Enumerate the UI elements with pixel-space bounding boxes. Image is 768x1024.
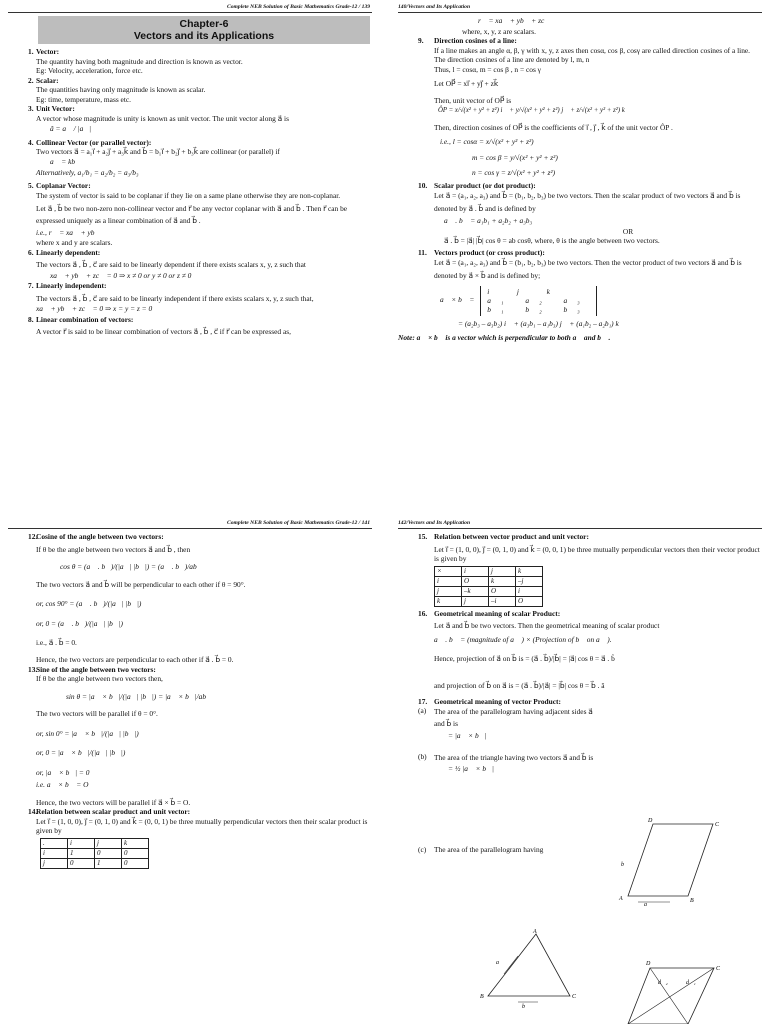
label-b: b⃗ (522, 1004, 530, 1010)
table-row: × i⃗ j⃗ k⃗ (435, 566, 543, 576)
item-geometry-scalar-product: 16. Geometrical meaning of scalar Product: Let a⃗ and b⃗ be two vectors. Then the geometrical meaning of scalar product a⃗ . b⃗ = (magnitude of a⃗ ) × (Projection of b⃗ on a⃗ ). Hence, projection of a⃗ on b⃗ is = (a⃗ . b⃗)/|b⃗| = |a⃗| cos θ = a⃗ . b̂ and projection of b⃗ on a⃗ is = (a⃗ . b⃗)/|a⃗| = |b⃗| cos θ = b⃗ . â (418, 608, 660, 691)
item-coplanar: 5. Coplanar Vector: The system of vector is said to be coplanar if they lie on a same plane otherwise they are non-coplanar. Let a⃗ , b⃗ be two non-zero non-collinear vector and r⃗ be any vector coplanar with a⃗ and b⃗ . Then r⃗ can be expressed uniquely as a linear combination of a⃗ and b⃗ . i.e., r⃗ = xa⃗ + yb⃗ where x and y are scalars. (28, 181, 348, 248)
table-row: j⃗ 0 1 0 (41, 858, 149, 868)
scalar-product-table (40, 838, 149, 869)
item-linear-combination: 8. Linear combination of vectors: A vector r⃗ is said to be linear combination of vectors a⃗ , b⃗ , c⃗ if r⃗ can be expressed as, (28, 314, 291, 337)
label-b: b⃗ (621, 862, 629, 868)
label-a: a⃗ (496, 960, 504, 966)
chapter-title: Vectors and its Applications (133, 30, 275, 43)
triangle-figure (478, 928, 588, 1010)
item-cosine-angle: 12. Cosine of the angle between two vectors: If θ be the angle between two vectors a⃗ and b⃗ , then cos θ = (a⃗ . b⃗)/(|a⃗| |b⃗|) = (a⃗ . b⃗)/ab The two vectors a⃗ and b⃗ will be perpendicular to each other if θ = 90°. or, cos 90° = (a⃗ . b⃗)/(|a⃗| |b⃗|) or, 0 = (a⃗ . b⃗)/(|a⃗| |b⃗|) i.e., a⃗ . b⃗ = 0. Hence, the two vectors are perpendicular to each other if a⃗ . b⃗ = 0. (28, 532, 246, 665)
chapter-banner (38, 16, 370, 44)
label-A: A (533, 929, 537, 935)
linear-combination-equation: r⃗ = xa⃗ + yb⃗ + zc⃗ (478, 16, 551, 26)
label-d1: d⃗₁ (686, 980, 696, 986)
table-row: j⃗ –k⃗ O i⃗ (435, 586, 543, 596)
page-header: Complete NEB Solution of Basic Mathematics Grade-12 / 141 (8, 520, 372, 529)
item-vector-product: 11. Vectors product (or cross product): Let a⃗ = (a₁, a₂, a₃) and b⃗ = (b₁, b₂, b₃) be two vectors. Then the vector product of two vectors a⃗ and b⃗ is denoted by a⃗ × b⃗ and is defined by; a⃗ × b⃗ = i⃗ j⃗ k⃗ a₁ a₂ a₃ b₁ b₂ b₃ = (a₂b₃ – a₃b₂) i⃗ + (a₃b₁ – a₁b₃) j⃗ + (a₁b₂ – a₂b₁) k⃗ (398, 248, 762, 330)
note-cross-product: Note: a⃗ × b⃗ is a vector which is perpendicular to both a⃗ and b⃗ . (398, 333, 611, 343)
diagonals-figure (628, 958, 728, 1018)
item-vector: 1. Vector: The quantity having both magnitude and direction is known as vector. Eg: Velocity, acceleration, force etc. (28, 47, 243, 76)
chapter-number: Chapter-6 (179, 18, 229, 31)
vector-product-table (434, 566, 543, 607)
label-B: B (690, 898, 694, 904)
page-header: 142/Vectors and Its Application (398, 520, 762, 529)
item-scalar-unit-vectors: 14. Relation between scalar product and unit vector: Let i⃗ = (1, 0, 0), j⃗ = (0, 1, 0) and k⃗ = (0, 0, 1) be three mutually perpendicular vectors then their scalar product is given by . i⃗ j⃗ k⃗ i⃗ 1 0 0 j⃗ 0 1 0 (28, 807, 368, 867)
parallelogram-figure (618, 816, 728, 908)
page-142 (398, 520, 762, 1018)
page-header: 140/Vectors and Its Application (398, 4, 762, 13)
item-geometry-vector-product: 17. Geometrical meaning of vector Product: (418, 696, 561, 706)
page-140: 140/Vectors and Its Application r⃗ = xa⃗ + yb⃗ + zc⃗ where, x, y, z are scalars. 9. Direction cosines of a line: If a line makes an angle α, β, γ with x, y, z axes then cosα, cos β, cosγ are called direction cosines of a line. The direction cosines of a line are denoted by l, m, n Thus, l = cosα, m = cos β , n = cos γ Let OP⃗ = xi⃗ + yj⃗ + zk⃗ Then, unit vector of OP⃗ is ÔP = x/√(x² + y² + z²) i⃗ + y/√(x² + y² + z²) j⃗ + z/√(x² + y² + z²) k⃗ Then, direction cosines of OP⃗ is the coefficients of i⃗ , j⃗ , k⃗ of the unit vector ÔP . i.e., l = cosα = x/√(x² + y² + z²) m = cos β = y/√(x² + y² + z²) n = cos γ = z/√(x² + y² + z²) 10. Scalar product (or dot product): Let a⃗ = (a₁, a₂, a₃) and b⃗ = (b₁, b₂, b₃) be two vectors. Then the scalar product of two vectors a⃗ and b⃗ is denoted by a⃗ . b⃗ and is defined by a⃗ . b⃗ = a₁b₁ + a₂b₂ + a₃b₃ OR a⃗ . b⃗ = |a⃗| |b⃗| cos θ = ab cosθ, where, θ is the angle between two vectors. 11. Vectors product (or cross product): Let a⃗ = (a₁, a₂, a₃) and b⃗ = (b₁, b₂, b₃) be two vectors. Then the vector product of two vectors a⃗ and b⃗ is denoted by a⃗ × b⃗ and is defined by; a⃗ × b⃗ = i⃗ j⃗ k⃗ a₁ a₂ a₃ b₁ b₂ b₃ = (a₂b₃ – a₃b₂) i⃗ + (a₃b₁ – a₁b₃) j⃗ + (a₁b₂ – a₂b₁) k⃗ Note: a⃗ × b⃗ is a vector which is perpendicular to both a⃗ and b⃗ . (398, 4, 762, 502)
cross-product-determinant: a⃗ × b⃗ = i⃗ j⃗ k⃗ a₁ a₂ a₃ b₁ b₂ b₃ (440, 286, 762, 316)
item-17a: (a) The area of the parallelogram having adjacent sides a⃗ and b⃗ is = |a⃗ × b⃗| (418, 706, 593, 741)
label-a: a⃗ (644, 902, 652, 908)
item-scalar: 2. Scalar: The quantities having only magnitude is known as scalar. Eg: time, temperature, mass etc. (28, 75, 206, 104)
item-collinear: 4. Collinear Vector (or parallel vector): Two vectors a⃗ = a₁i⃗ + a₂j⃗ + a₃k⃗ and b⃗ = b₁i⃗ + b₂j⃗ + b₃k⃗ are collinear (or parallel) if a⃗ = kb⃗ Alternatively, a₁/b₁ = a₂/b₂ = a₃/b₃ (28, 137, 280, 177)
item-17b: (b) The area of the triangle having two vectors a⃗ and b⃗ is = ½ |a⃗ × b⃗| (418, 751, 594, 774)
item-vector-unit-vectors: 15. Relation between vector product and unit vector: Let i⃗ = (1, 0, 0), j⃗ = (0, 1, 0) and k⃗ = (0, 0, 1) be three mutually perpendicular vectors then their vector product is given by × i⃗ j⃗ k⃗ i⃗ O k⃗ –j⃗ j⃗ –k⃗ O i⃗ k⃗ j⃗ –i⃗ O (418, 532, 760, 605)
table-row: i⃗ 1 0 0 (41, 848, 149, 858)
label-D: D (646, 961, 651, 967)
item-scalar-product: 10. Scalar product (or dot product): Let a⃗ = (a₁, a₂, a₃) and b⃗ = (b₁, b₂, b₃) be two vectors. Then the scalar product of two vectors a⃗ and b⃗ is denoted by a⃗ . b⃗ and is defined by a⃗ . b⃗ = a₁b₁ + a₂b₂ + a₃b₃ OR a⃗ . b⃗ = |a⃗| |b⃗| cos θ = ab cosθ, where, θ is the angle between two vectors. (418, 180, 741, 246)
item-direction-cosines: 9. Direction cosines of a line: If a line makes an angle α, β, γ with x, y, z axes then cosα, cos β, cosγ are called direction cosines of a line. The direction cosines of a line are denoted by l, m, n Thus, l = cosα, m = cos β , n = cos γ Let OP⃗ = xi⃗ + yj⃗ + zk⃗ Then, unit vector of OP⃗ is ÔP = x/√(x² + y² + z²) i⃗ + y/√(x² + y² + z²) j⃗ + z/√(x² + y² + z²) k⃗ Then, direction cosines of OP⃗ is the coefficients of i⃗ , j⃗ , k⃗ of the unit vector ÔP . i.e., l = cosα = x/√(x² + y² + z²) m = cos β = y/√(x² + y² + z²) n = cos γ = z/√(x² + y² + z²) (418, 36, 751, 178)
label-B: B (480, 994, 484, 1000)
page-139 (8, 4, 372, 502)
item-linearly-dependent: 6. Linearly dependent: The vectors a⃗ , b⃗ , c⃗ are said to be linearly dependent if there exists scalars x, y, z such that xa⃗ + yb⃗ + zc⃗ = 0 ⇒ x ≠ 0 or y ≠ 0 or z ≠ 0 (28, 247, 306, 280)
label-d2: d⃗₂ (658, 980, 668, 986)
table-row: i⃗ O k⃗ –j⃗ (435, 576, 543, 586)
label-D: D (648, 818, 653, 824)
item-linearly-independent: 7. Linearly independent: The vectors a⃗ , b⃗ , c⃗ are said to be linearly independent if there exists scalars x, y, z such that, xa⃗ + yb⃗ + zc⃗ = 0 ⇒ x = y = z = 0 (28, 281, 314, 314)
item-unit-vector: 3. Unit Vector: A vector whose magnitude is unity is known as unit vector. The unit vector along a⃗ is â = a⃗ / |a⃗| (28, 104, 289, 134)
page-header: Complete NEB Solution of Basic Mathematics Grade-12 / 139 (8, 4, 372, 13)
item-sine-angle: 13. Sine of the angle between two vectors: If θ be the angle between two vectors then, sin θ = |a⃗ × b⃗|/(|a⃗| |b⃗|) = |a⃗ × b⃗|/ab The two vectors will be parallel if θ = 0°. or, sin 0° = |a⃗ × b⃗|/(|a⃗| |b⃗|) or, 0 = |a⃗ × b⃗|/(|a⃗| |b⃗|) or, |a⃗ × b⃗| = 0 i.e. a⃗ × b⃗ = O Hence, the two vectors will be parallel if a⃗ × b⃗ = O. (28, 664, 207, 807)
label-A: A (619, 896, 623, 902)
table-row: k⃗ j⃗ –i⃗ O (435, 596, 543, 606)
label-C: C (572, 994, 577, 1000)
item-17c: (c) The area of the parallelogram having (418, 844, 544, 854)
page-141 (8, 520, 372, 1018)
label-C: C (716, 966, 721, 972)
label-C: C (715, 822, 720, 828)
table-row: . i⃗ j⃗ k⃗ (41, 838, 149, 848)
